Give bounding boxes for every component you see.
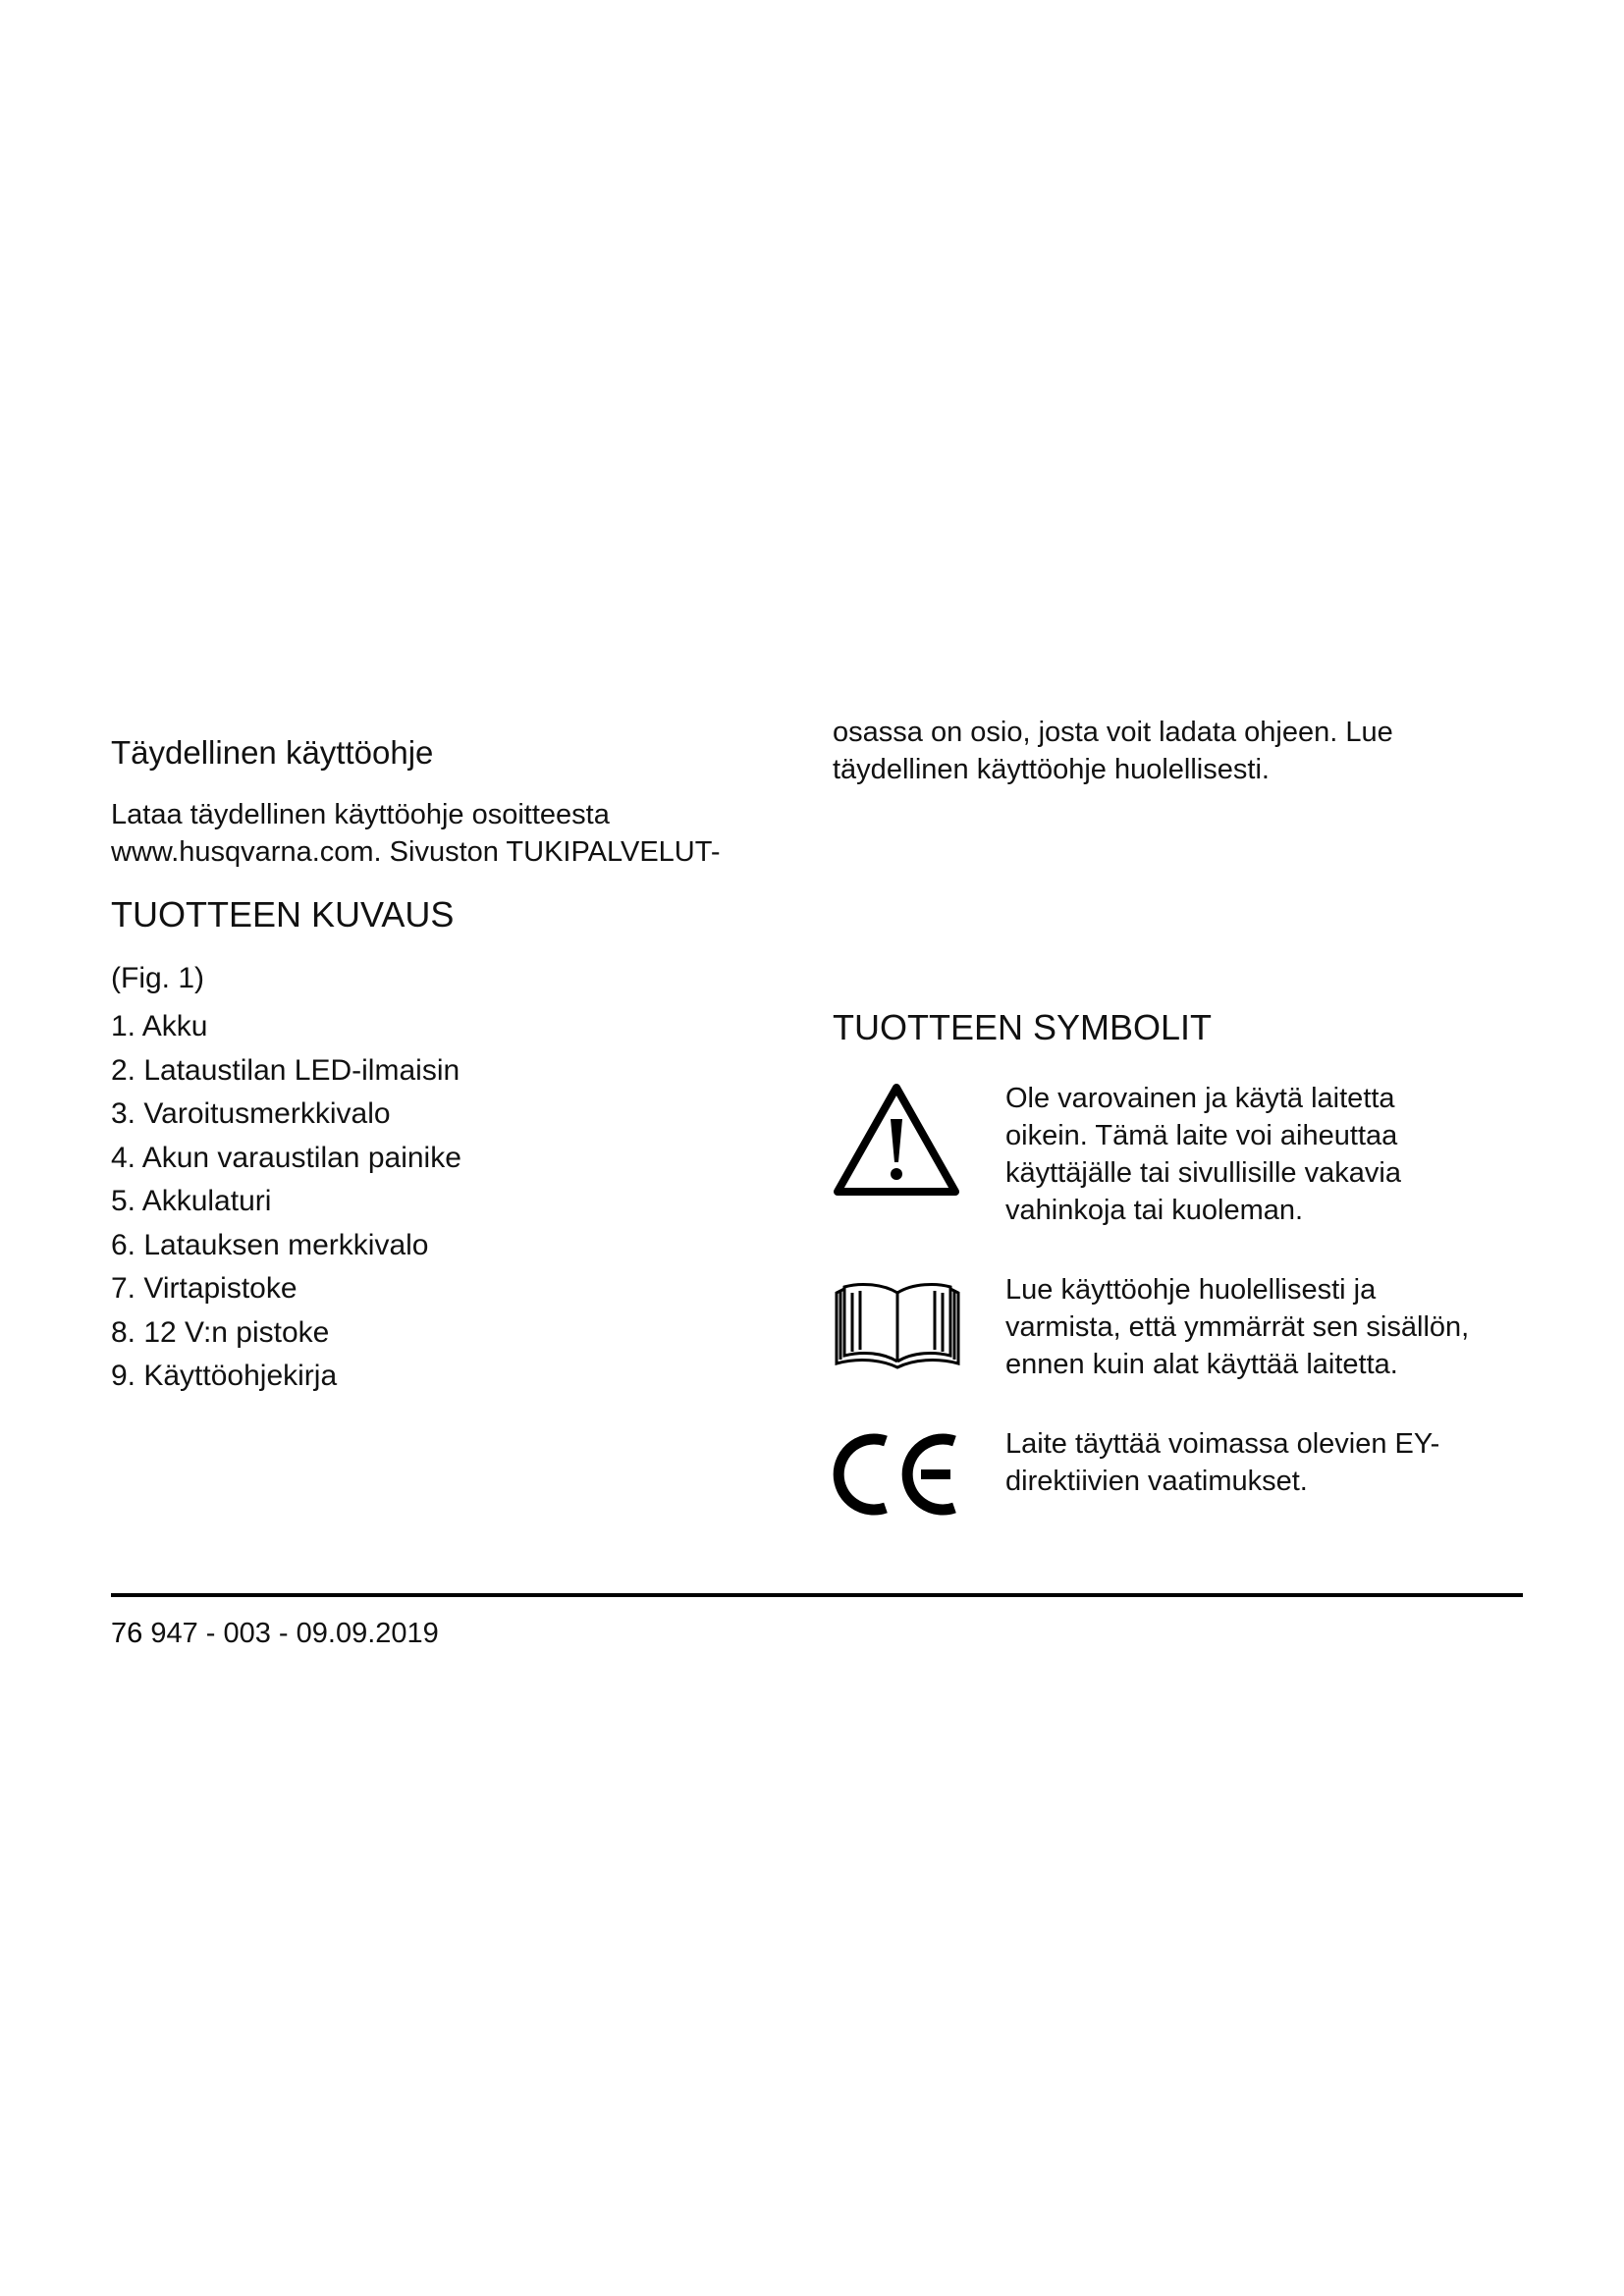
list-item: 5. Akkulaturi: [111, 1185, 272, 1217]
list-item: 1. Akku: [111, 1010, 208, 1042]
list-item: 9. Käyttöohjekirja: [111, 1360, 338, 1392]
document-number: [111, 1616, 439, 1651]
symbol-text-line: Lue käyttöohje huolellisesti ja: [1005, 1274, 1377, 1306]
symbol-description: [1005, 1271, 1516, 1383]
symbol-row-manual: [833, 1271, 1520, 1389]
symbol-text-line: Laite täyttää voimassa olevien EY-: [1005, 1428, 1440, 1460]
full-manual-heading: Täydellinen käyttöohje: [111, 734, 434, 771]
figure-reference: (Fig. 1): [111, 962, 205, 994]
product-description-heading: TUOTTEEN KUVAUS: [111, 894, 455, 934]
symbol-text-line: oikein. Tämä laite voi aiheuttaa: [1005, 1120, 1398, 1151]
full-manual-text-left: [111, 796, 721, 871]
list-item: 4. Akun varaustilan painike: [111, 1141, 461, 1174]
symbol-text-line: ennen kuin alat käyttää laitetta.: [1005, 1349, 1398, 1380]
warning-triangle-icon: [833, 1082, 960, 1198]
product-symbols-heading: TUOTTEEN SYMBOLIT: [833, 1007, 1213, 1047]
open-book-icon: [833, 1279, 962, 1369]
symbol-text-line: varmista, että ymmärrät sen sisällön,: [1005, 1311, 1470, 1343]
symbol-description: [1005, 1080, 1516, 1229]
footer-divider: [111, 1593, 1523, 1597]
symbol-row-ce: [833, 1425, 1520, 1523]
symbol-description: [1005, 1425, 1516, 1500]
ce-mark-icon: [833, 1427, 960, 1518]
list-item: 8. 12 V:n pistoke: [111, 1315, 330, 1349]
list-item: 6. Latauksen merkkivalo: [111, 1228, 429, 1261]
symbol-text-line: Ole varovainen ja käytä laitetta: [1005, 1083, 1395, 1114]
symbol-text-line: käyttäjälle tai sivullisille vakavia: [1005, 1157, 1401, 1189]
document-number-prefix: 76: [111, 1618, 143, 1649]
full-manual-text-right: [833, 714, 1393, 788]
symbol-text-line: direktiivien vaatimukset.: [1005, 1466, 1308, 1497]
full-manual-text-line: täydellinen käyttöohje huolellisesti.: [833, 754, 1270, 785]
component-list: [111, 1005, 461, 1399]
document-number-rest: 947 - 003 - 09.09.2019: [142, 1618, 439, 1649]
list-item: 3. Varoitusmerkkivalo: [111, 1097, 391, 1130]
symbol-row-warning: [833, 1080, 1520, 1237]
full-manual-text-line: www.husqvarna.com. Sivuston TUKIPALVELUT-: [111, 836, 721, 868]
full-manual-text-line: osassa on osio, josta voit ladata ohjeen. Lue: [833, 717, 1393, 748]
list-item: 7. Virtapistoke: [111, 1272, 298, 1305]
full-manual-text-line: Lataa täydellinen käyttöohje osoitteesta: [111, 799, 610, 830]
list-item: 2. Lataustilan LED-ilmaisin: [111, 1053, 460, 1087]
symbol-text-line: vahinkoja tai kuoleman.: [1005, 1195, 1304, 1226]
